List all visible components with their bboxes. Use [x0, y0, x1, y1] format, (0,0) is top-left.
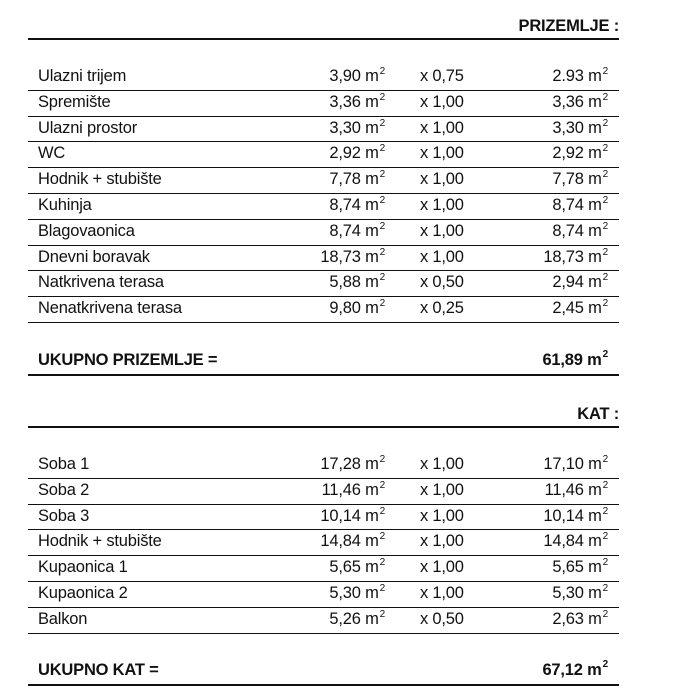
- unit-label: m: [365, 480, 379, 499]
- room-name: Dnevni boravak: [38, 247, 150, 266]
- unit-exponent: 2: [602, 272, 608, 284]
- room-name: Kupaonica 1: [38, 558, 128, 577]
- room-coefficient: x 1,00: [420, 480, 464, 499]
- unit-exponent: 2: [602, 505, 608, 517]
- room-name: Spremište: [38, 92, 111, 111]
- unit-exponent: 2: [379, 220, 385, 232]
- upper-floor-total-value: [468, 658, 608, 682]
- room-coefficient: x 1,00: [420, 144, 464, 163]
- room-coefficient: x 1,00: [420, 221, 464, 240]
- table-row: [28, 556, 619, 582]
- table-row: [28, 505, 619, 531]
- unit-label: m: [365, 170, 379, 189]
- unit-label: m: [588, 480, 602, 499]
- unit-label: m: [365, 455, 379, 473]
- room-net-area: [488, 505, 608, 528]
- table-row: [28, 297, 619, 323]
- room-area-number: 18,73: [320, 247, 361, 266]
- room-area: [268, 530, 385, 553]
- unit-label: m: [365, 299, 379, 318]
- room-coefficient: x 1,00: [420, 455, 464, 473]
- room-area: [268, 220, 385, 243]
- upper-floor-total-number: 67,12: [542, 661, 583, 679]
- unit-exponent: 2: [379, 66, 385, 77]
- room-name: Soba 3: [38, 506, 90, 525]
- upper-floor-header: [28, 402, 619, 428]
- room-name: WC: [38, 144, 66, 163]
- room-net-area: [488, 453, 608, 476]
- unit-exponent: 2: [602, 582, 608, 594]
- unit-exponent: 2: [602, 143, 608, 155]
- room-net-area: [488, 530, 608, 553]
- unit-exponent: 2: [379, 117, 385, 129]
- room-net-area: [488, 479, 608, 502]
- room-area-number: 8,74: [329, 195, 361, 214]
- unit-exponent: 2: [602, 454, 608, 465]
- room-coefficient: x 0,25: [420, 299, 464, 318]
- room-coefficient: x 1,00: [420, 532, 464, 551]
- unit-label: m: [365, 144, 379, 163]
- room-area-number: 10,14: [320, 506, 361, 525]
- room-area: [268, 142, 385, 165]
- unit-label: m: [587, 661, 602, 679]
- unit-label: m: [588, 609, 602, 628]
- unit-label: m: [365, 247, 379, 266]
- room-net-area-number: 11,46: [544, 480, 584, 499]
- ground-floor-table: [28, 65, 619, 323]
- room-coefficient: x 1,00: [420, 195, 464, 214]
- room-area: [268, 65, 385, 88]
- room-net-area: [488, 297, 608, 320]
- room-net-area-number: 2,45: [552, 299, 584, 318]
- room-area: [268, 608, 385, 631]
- room-coefficient: x 0,50: [420, 273, 464, 292]
- room-net-area: [488, 65, 608, 88]
- room-net-area-number: 2,92: [552, 144, 584, 163]
- room-area-number: 5,65: [329, 558, 361, 577]
- unit-label: m: [587, 351, 602, 369]
- table-row: [28, 479, 619, 505]
- room-area: [268, 91, 385, 114]
- upper-floor-total-row: [28, 658, 619, 686]
- table-row: [28, 65, 619, 91]
- table-row: [28, 194, 619, 220]
- unit-exponent: 2: [379, 557, 385, 569]
- room-coefficient: x 1,00: [420, 92, 464, 111]
- unit-exponent: 2: [379, 298, 385, 310]
- unit-exponent: 2: [379, 505, 385, 517]
- unit-exponent: 2: [379, 454, 385, 465]
- room-name: Hodnik + stubište: [38, 170, 162, 189]
- unit-label: m: [588, 273, 602, 292]
- unit-label: m: [588, 170, 602, 189]
- unit-label: m: [365, 583, 379, 602]
- unit-label: m: [365, 532, 379, 551]
- unit-exponent: 2: [602, 659, 608, 670]
- room-name: Hodnik + stubište: [38, 532, 162, 551]
- room-area-number: 11,46: [321, 480, 361, 499]
- ground-floor-header: [28, 14, 619, 40]
- unit-exponent: 2: [602, 117, 608, 129]
- ground-floor-title: PRIZEMLJE :: [518, 17, 619, 35]
- unit-exponent: 2: [379, 194, 385, 206]
- room-area: [268, 505, 385, 528]
- unit-label: m: [588, 299, 602, 318]
- unit-exponent: 2: [379, 531, 385, 543]
- unit-exponent: 2: [602, 608, 608, 620]
- unit-exponent: 2: [379, 479, 385, 491]
- unit-exponent: 2: [602, 66, 608, 77]
- unit-exponent: 2: [602, 220, 608, 232]
- upper-floor-total-label: UKUPNO KAT =: [38, 661, 159, 679]
- ground-floor-total-value: [468, 348, 608, 372]
- room-area-number: 5,26: [329, 609, 361, 628]
- unit-label: m: [365, 92, 379, 111]
- room-name: Ulazni trijem: [38, 67, 127, 85]
- unit-exponent: 2: [379, 91, 385, 103]
- room-net-area: [488, 246, 608, 269]
- table-row: [28, 530, 619, 556]
- room-net-area: [488, 608, 608, 631]
- room-area: [268, 271, 385, 294]
- unit-label: m: [365, 506, 379, 525]
- room-net-area-number: 3,36: [552, 92, 584, 111]
- unit-label: m: [365, 118, 379, 137]
- room-name: Blagovaonica: [38, 221, 135, 240]
- room-area-number: 3,90: [329, 67, 361, 85]
- room-area: [268, 453, 385, 476]
- unit-exponent: 2: [602, 194, 608, 206]
- room-name: Ulazni prostor: [38, 118, 137, 137]
- unit-label: m: [588, 144, 602, 163]
- room-net-area-number: 17,10: [543, 455, 584, 473]
- unit-exponent: 2: [379, 582, 385, 594]
- unit-exponent: 2: [379, 272, 385, 284]
- room-name: Natkrivena terasa: [38, 273, 164, 292]
- table-row: [28, 142, 619, 168]
- table-row: [28, 168, 619, 194]
- unit-exponent: 2: [379, 169, 385, 181]
- room-net-area-number: 10,14: [543, 506, 584, 525]
- room-net-area-number: 5,30: [552, 583, 584, 602]
- unit-label: m: [365, 195, 379, 214]
- unit-label: m: [365, 609, 379, 628]
- room-coefficient: x 0,75: [420, 67, 464, 85]
- unit-label: m: [588, 455, 602, 473]
- room-name: Kuhinja: [38, 195, 92, 214]
- unit-label: m: [365, 558, 379, 577]
- room-coefficient: x 1,00: [420, 506, 464, 525]
- room-name: Balkon: [38, 609, 88, 628]
- room-area-number: 17,28: [320, 455, 361, 473]
- unit-label: m: [365, 67, 379, 85]
- unit-exponent: 2: [379, 608, 385, 620]
- room-area-number: 5,88: [329, 273, 361, 292]
- room-coefficient: x 1,00: [420, 170, 464, 189]
- room-area: [268, 194, 385, 217]
- room-net-area: [488, 556, 608, 579]
- room-net-area-number: 2.93: [552, 67, 584, 85]
- table-row: [28, 246, 619, 272]
- ground-floor-total-row: [28, 348, 619, 376]
- unit-exponent: 2: [602, 531, 608, 543]
- room-area: [268, 297, 385, 320]
- room-area-number: 9,80: [329, 299, 361, 318]
- room-net-area-number: 14,84: [543, 532, 584, 551]
- upper-floor-table: [28, 453, 619, 634]
- room-net-area: [488, 194, 608, 217]
- room-net-area-number: 8,74: [552, 221, 584, 240]
- room-net-area: [488, 142, 608, 165]
- room-area: [268, 117, 385, 140]
- table-row: [28, 608, 619, 634]
- room-area-number: 2,92: [329, 144, 361, 163]
- room-area-number: 14,84: [320, 532, 361, 551]
- unit-label: m: [588, 67, 602, 85]
- unit-exponent: 2: [602, 246, 608, 258]
- room-net-area-number: 2,63: [552, 609, 584, 628]
- unit-exponent: 2: [379, 143, 385, 155]
- room-coefficient: x 1,00: [420, 583, 464, 602]
- unit-exponent: 2: [602, 479, 608, 491]
- table-row: [28, 582, 619, 608]
- room-name: Soba 2: [38, 480, 90, 499]
- unit-label: m: [588, 583, 602, 602]
- room-area: [268, 582, 385, 605]
- room-net-area-number: 18,73: [543, 247, 584, 266]
- room-net-area: [488, 582, 608, 605]
- unit-label: m: [365, 273, 379, 292]
- room-name: Soba 1: [38, 455, 90, 473]
- table-row: [28, 220, 619, 246]
- room-net-area-number: 8,74: [552, 195, 584, 214]
- table-row: [28, 91, 619, 117]
- unit-exponent: 2: [379, 246, 385, 258]
- unit-label: m: [588, 221, 602, 240]
- unit-exponent: 2: [602, 91, 608, 103]
- unit-exponent: 2: [602, 169, 608, 181]
- unit-label: m: [588, 532, 602, 551]
- ground-floor-total-number: 61,89: [542, 351, 583, 369]
- ground-floor-total-label: UKUPNO PRIZEMLJE =: [38, 351, 218, 369]
- room-area-number: 3,30: [329, 118, 361, 137]
- table-row: [28, 271, 619, 297]
- table-row: [28, 453, 619, 479]
- room-area: [268, 556, 385, 579]
- room-coefficient: x 1,00: [420, 118, 464, 137]
- room-name: Nenatkrivena terasa: [38, 299, 182, 318]
- unit-label: m: [365, 221, 379, 240]
- room-net-area: [488, 220, 608, 243]
- room-net-area-number: 3,30: [552, 118, 584, 137]
- room-name: Kupaonica 2: [38, 583, 128, 602]
- unit-label: m: [588, 118, 602, 137]
- room-net-area: [488, 117, 608, 140]
- room-area: [268, 246, 385, 269]
- room-area: [268, 479, 385, 502]
- unit-label: m: [588, 247, 602, 266]
- room-coefficient: x 1,00: [420, 558, 464, 577]
- unit-exponent: 2: [602, 298, 608, 310]
- room-net-area: [488, 271, 608, 294]
- room-area-number: 8,74: [329, 221, 361, 240]
- unit-label: m: [588, 558, 602, 577]
- unit-exponent: 2: [602, 349, 608, 360]
- room-area-number: 5,30: [329, 583, 361, 602]
- room-area-number: 7,78: [329, 170, 361, 189]
- room-net-area-number: 7,78: [552, 170, 584, 189]
- unit-label: m: [588, 506, 602, 525]
- room-net-area-number: 5,65: [552, 558, 584, 577]
- room-net-area: [488, 168, 608, 191]
- upper-floor-title: KAT :: [577, 405, 619, 423]
- unit-label: m: [588, 195, 602, 214]
- room-area-number: 3,36: [329, 92, 361, 111]
- room-coefficient: x 0,50: [420, 609, 464, 628]
- table-row: [28, 117, 619, 143]
- unit-exponent: 2: [602, 557, 608, 569]
- room-net-area-number: 2,94: [552, 273, 584, 292]
- room-area: [268, 168, 385, 191]
- room-net-area: [488, 91, 608, 114]
- room-coefficient: x 1,00: [420, 247, 464, 266]
- unit-label: m: [588, 92, 602, 111]
